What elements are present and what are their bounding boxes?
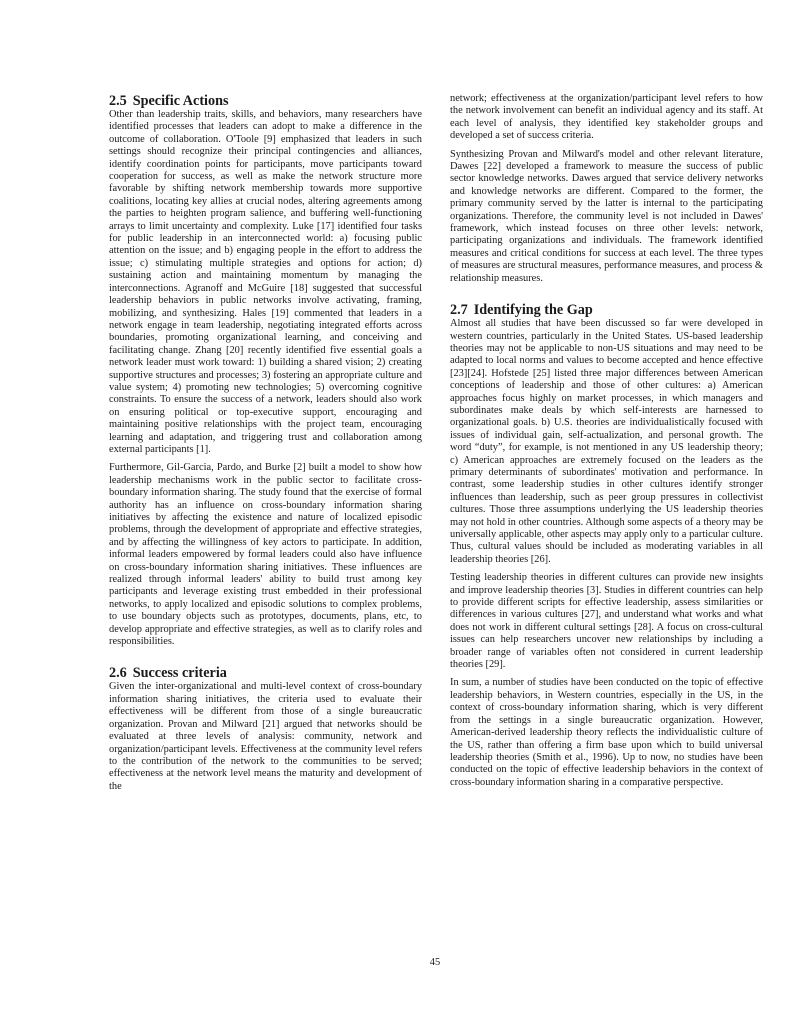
right-column: [450, 93, 763, 789]
section-number: 2.6: [109, 665, 127, 682]
paragraph: Other than leadership traits, skills, and behaviors, many researchers have identified processes that leaders can adopt to make a difference in the outcome of collaboration. O'Toole [9] emphasized that leaders in such settings should recognize their principal contingencies and alliances, identify coordination points for participants, move participants toward cooperation for success, as well as make the network structure more favorable by shifting network membership towards more supportive coalitions, locating key allies at crucial nodes, altering agreements among the parties to heighten program salience, and buffering well-functioning arrays to limit uncertainty and complexity. Luke [17] identified four tasks for public leadership in an interconnected world: a) focusing public attention on the issue; and b) engaging people in the effort to address the issue; c) stimulating multiple strategies and options for action; d) sustaining action and maintaining momentum by managing the interconnections. Agranoff and McGuire [18] suggested that successful leadership behaviors in public networks involve activating, framing, mobilizing, and synthesizing. Hales [19] commented that leaders in a network engage in team leadership, negotiating integrated efforts across boundaries, promoting organizational learning, and conceiving and facilitating change. Zhang [20] recently identified five essential goals a network leader must work toward: 1) building a shared vision; 2) creating supportive structures and processes; 3) fostering an appropriate culture and value system; 4) promoting new technologies; 5) overcoming cognitive constraints. To ensure the success of a network, leaders should also work on ensuring political or top-executive support, encouraging and maintaining positive relationships with the project team, encouraging learning and adaptation, and triggering trust and collaboration among external participants [1].: [109, 109, 422, 455]
section-title: Success criteria: [132, 665, 227, 682]
section-number: 2.5: [109, 93, 127, 109]
section-number: 2.7: [450, 302, 468, 319]
page-number: 45: [429, 957, 441, 968]
section-heading-2-7: [450, 302, 763, 318]
paragraph: Given the inter-organizational and multi-level context of cross-boundary information sharing initiatives, the criteria used to evaluate their effectiveness will be different from those of a single bureaucratic organization. Provan and Milward [21] argued that networks should be evaluated at three levels of analysis: community, network and organization/participant levels. Effectiveness at the community level refers to the contribution of the network to the communities to be served; effectiveness at the network level means the maturity and development of the: [109, 681, 422, 792]
paragraph: In sum, a number of studies have been conducted on the topic of effective leadership behaviors, in Western countries, especially in the US, in the context of cross-boundary information sharing, which is very different from the settings in a single bureaucratic organization. However, American-derived leadership theory reflects the individualistic culture of the US, rather than offering a firm base upon which to build universal leadership theories (Smith et al., 1996). Up to now, no studies have been conducted on the topic of effective leadership behaviors in the context of cross-boundary information sharing in a comparative perspective.: [450, 677, 763, 788]
left-column: [109, 93, 422, 793]
section-title: Specific Actions: [132, 93, 229, 109]
section-title: Identifying the Gap: [473, 302, 593, 319]
paragraph: network; effectiveness at the organization/participant level refers to how the network involvement can benefit an individual agency and its staff. At each level of analysis, they identified key stakeholder groups and developed a set of success criteria.: [450, 93, 763, 142]
section-heading-2-6: [109, 665, 422, 681]
paragraph: Almost all studies that have been discussed so far were developed in western countries, particularly in the United States. US-based leadership theories may not be applicable to non-US situations and may need to be adapted to local norms and values to become accepted and hence effective [23][24]. Hofstede [25] listed three major differences between American conceptions of leadership and those of other cultures: a) American approaches focus highly on market processes, in which managers and subordinates make deals by which self-interests are harnessed to organizational goals. b) U.S. theories are individualistically focused with issues of individual gain, self-actualization, and personal growth. The word “duty”, for example, is not mentioned in any US leadership theory; c) American approaches are extremely focused on the leaders as the primary determinants of subordinates' motivation and performance. In contrast, some leadership studies in other cultures identify stronger influences than leadership, such as peer group pressures in collectivist cultures. Those three assumptions underlying the US leadership theories may not hold in other countries. Although some aspects of a theory may be universally applicable, other aspects may apply only to a particular culture. Thus, cultural values should be included as moderating variables in all leadership theories [26].: [450, 318, 763, 565]
paragraph: Synthesizing Provan and Milward's model and other relevant literature, Dawes [22] developed a framework to measure the success of public sector knowledge networks. Dawes argued that service delivery networks and knowledge networks are different. Compared to the former, the primary community served by the latter is internal to the participating organizations. Therefore, the community level is not included in Dawes' framework, which instead focuses on three other levels: network, participating organizations and individuals. The framework identified measures and critical conditions for success at each level. The three types of measures are structural measures, performance measures, and process & relationship measures.: [450, 148, 763, 284]
paragraph: Testing leadership theories in different cultures can provide new insights and improve leadership theories [3]. Studies in different countries can help to provide different scripts for effective leadership, assess similarities or differences in various cultures [27], and understand what works and what does not work in different cultural settings [28]. A focus on cross-cultural issues can help researchers uncover new relationships by including a broader range of variables often not considered in current leadership theories [29].: [450, 572, 763, 671]
paragraph: Furthermore, Gil-Garcia, Pardo, and Burke [2] built a model to show how leadership mechanisms work in the public sector to facilitate cross-boundary information sharing. The study found that the exercise of formal authority has an influence on cross-boundary information sharing initiatives by affecting the existence and nature of localized episodic problems, through the development of appropriate and effective strategies, and by affecting the willingness of key actors to participate. In addition, informal leaders empowered by formal leaders could also have influence on cross-boundary information sharing initiatives. These influences are realized through informal leaders' ability to build trust among key participants and leverage existing trust embedded in their professional networks, to apply localized and episodic solutions to complex problems, to use boundary objects such as prototypes, documents, plans, etc, to develop appropriate and effective strategies, as well as to clarify roles and responsibilities.: [109, 462, 422, 648]
section-heading-2-5: [109, 93, 422, 109]
